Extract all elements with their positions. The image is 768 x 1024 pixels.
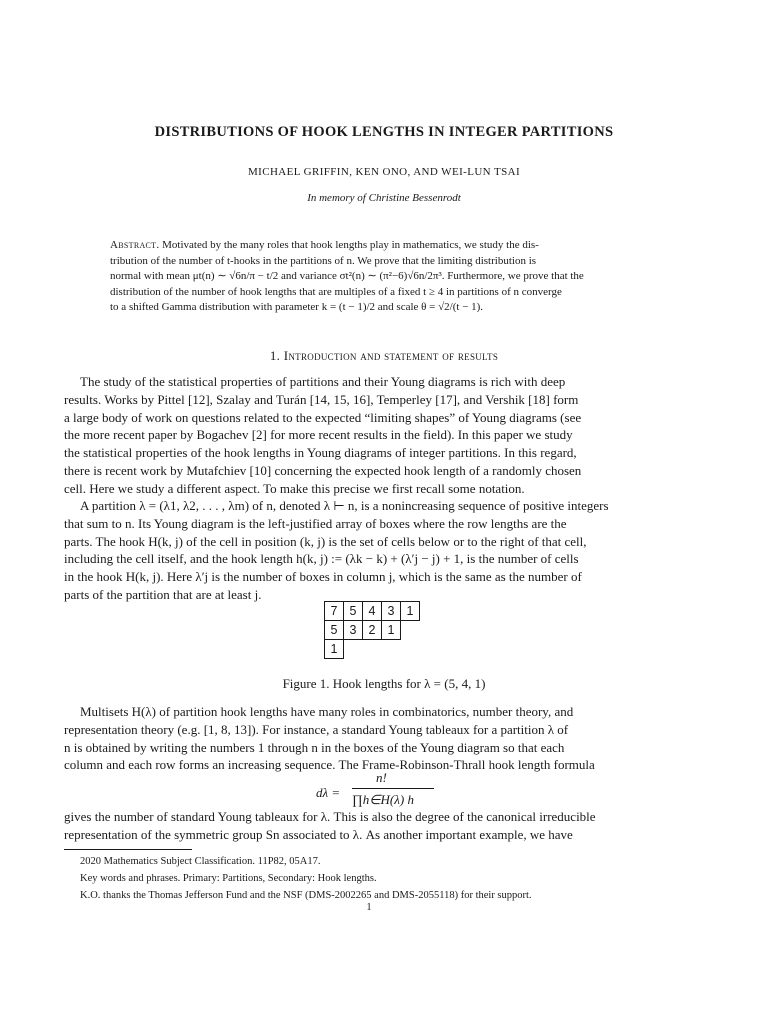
abstract-label: Abstract. [110, 239, 160, 251]
text-line: including the cell itself, and the hook length h(k, j) := (λk − k) + (λ′j − j) + 1, is the number of cells [64, 551, 579, 567]
young-cell: 3 [381, 601, 401, 621]
abstract-line: Abstract. Motivated by the many roles that hook lengths play in mathematics, we study the dis- [110, 239, 539, 251]
abstract-line: tribution of the number of t-hooks in the partitions of n. We prove that the limiting distribution is [110, 254, 537, 267]
text-line: in the hook H(k, j). Here λ′j is the number of boxes in column j, which is the same as the number of [64, 569, 582, 585]
young-cell: 4 [362, 601, 382, 621]
text-line: there is recent work by Mutafchiev [10] concerning the expected hook length of a randomly chosen [64, 462, 582, 478]
text-line: that sum to n. Its Young diagram is the left-justified array of boxes where the row lengths are the [64, 515, 567, 531]
young-cell: 3 [343, 620, 363, 640]
paragraph-1 [64, 373, 708, 498]
young-cell: 1 [381, 620, 401, 640]
text-line: n is obtained by writing the numbers 1 through n in the boxes of the Young diagram so that each [64, 739, 565, 755]
abstract-line: distribution of the number of hook lengths that are multiples of a fixed t ≥ 4 in partitions of n converge [110, 285, 562, 298]
paragraph-3 [64, 703, 708, 774]
young-row [324, 620, 419, 639]
formula-denominator: ∏h∈H(λ) h [352, 792, 414, 807]
paragraph-4 [64, 808, 708, 844]
text-line: parts. The hook H(k, j) of the cell in position (k, j) is the set of cells below or to the right of that cell, [64, 533, 587, 549]
footnote-rule [64, 849, 192, 850]
paragraph-2 [64, 497, 708, 604]
text-line: results. Works by Pittel [12], Szalay and Turán [14, 15, 16], Temperley [17], and Vershik [18] form [64, 391, 579, 407]
page-number: 1 [366, 902, 372, 913]
text-line: Multisets H(λ) of partition hook lengths have many roles in combinatorics, number theory, and [80, 704, 574, 719]
text-line: gives the number of standard Young tableaux for λ. This is also the degree of the canonical irreducible [64, 809, 596, 824]
author-list: MICHAEL GRIFFIN, KEN ONO, AND WEI-LUN TSAI [247, 166, 521, 178]
text-line: representation theory (e.g. [1, 8, 13]). For instance, a standard Young tableaux for a partition λ of [64, 721, 569, 737]
young-cell: 5 [343, 601, 363, 621]
young-cell: 5 [324, 620, 344, 640]
text-line: cell. Here we study a different aspect. To make this precise we first recall some notation. [64, 480, 525, 496]
footnotes [80, 853, 708, 904]
young-row [324, 601, 419, 620]
footnote-line: 2020 Mathematics Subject Classification. 11P82, 05A17. [80, 856, 321, 867]
section-heading: 1. Introduction and statement of results [269, 348, 499, 363]
paper-title: DISTRIBUTIONS OF HOOK LENGTHS IN INTEGER PARTITIONS [154, 124, 614, 140]
formula-numerator: n! [376, 770, 387, 785]
text-line: The study of the statistical properties of partitions and their Young diagrams is rich with deep [80, 374, 566, 389]
text-line: a large body of work on questions related to the expected “limiting shapes” of Young diagrams (see [64, 409, 582, 425]
text-line: parts of the partition that are at least j. [64, 586, 262, 602]
text-line: the statistical properties of the hook lengths in Young diagrams of integer partitions. In this regard, [64, 445, 577, 461]
young-cell: 1 [324, 639, 344, 659]
young-cell: 2 [362, 620, 382, 640]
formula-lhs: dλ = [316, 785, 341, 800]
fraction-bar [352, 788, 434, 789]
text-line: A partition λ = (λ1, λ2, . . . , λm) of n, denoted λ ⊢ n, is a nonincreasing sequence of positive integers [80, 498, 609, 513]
footnote-line: K.O. thanks the Thomas Jefferson Fund and the NSF (DMS-2002265 and DMS-2055118) for their support. [80, 890, 532, 901]
figure-caption: Figure 1. Hook lengths for λ = (5, 4, 1) [282, 676, 486, 691]
young-cell: 1 [400, 601, 420, 621]
young-cell: 7 [324, 601, 344, 621]
text-line: column and each row forms an increasing sequence. The Frame-Robinson-Thrall hook length formula [64, 757, 595, 773]
dedication: In memory of Christine Bessenrodt [307, 192, 461, 204]
text-line: the more recent paper by Bogachev [2] for more recent results in the field). In this paper we study [64, 427, 573, 443]
young-row [324, 639, 419, 658]
young-diagram [324, 601, 419, 658]
text-line: representation of the symmetric group Sn associated to λ. As another important example, we have [64, 826, 573, 842]
abstract [110, 238, 626, 316]
abstract-line: to a shifted Gamma distribution with parameter k = (t − 1)/2 and scale θ = √2/(t − 1). [110, 301, 484, 313]
footnote-line: Key words and phrases. Primary: Partitions, Secondary: Hook lengths. [80, 873, 377, 884]
abstract-line: normal with mean μt(n) ∼ √6n/π − t/2 and variance σt²(n) ∼ (π²−6)√6n/2π³. Furthermore, we prove that the [110, 270, 584, 282]
